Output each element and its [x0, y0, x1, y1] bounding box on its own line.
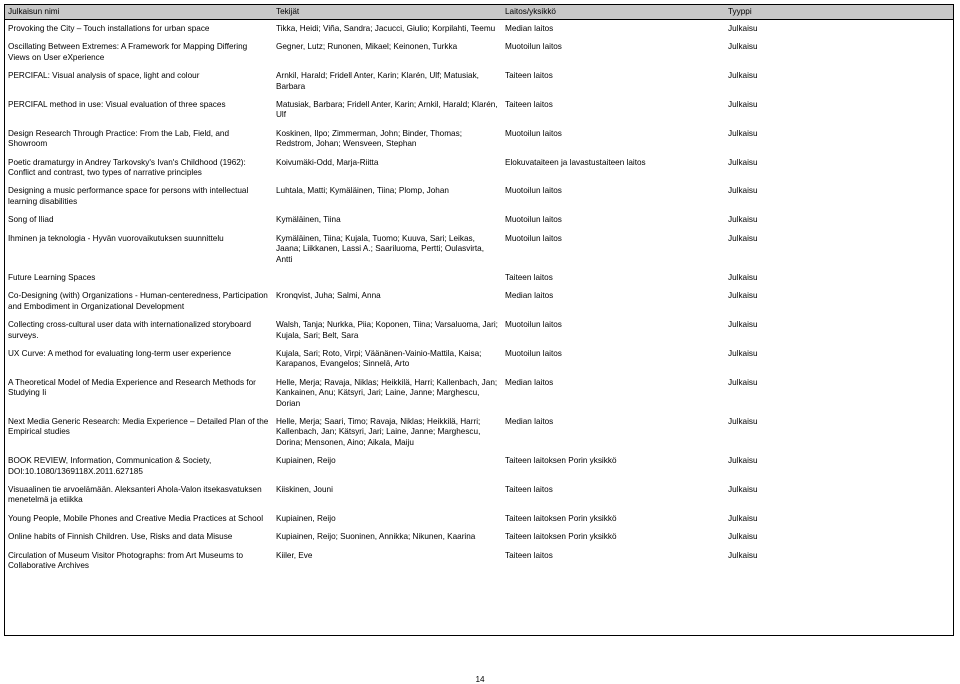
cell-type: Julkaisu — [728, 550, 758, 560]
header-title: Julkaisun nimi — [5, 5, 273, 20]
cell-type: Julkaisu — [728, 291, 758, 301]
cell-authors: Arnkil, Harald; Fridell Anter, Karin; Klarén, Ulf; Matusiak, Barbara — [276, 71, 479, 91]
cell-type: Julkaisu — [728, 157, 758, 167]
cell-title: Oscillating Between Extremes: A Framework for Mapping Differing Views on User eXperience — [8, 42, 248, 62]
table-row — [5, 211, 954, 229]
cell-title: A Theoretical Model of Media Experience and Research Methods for Studying Ii — [8, 377, 256, 398]
cell-unit: Muotoilun laitos — [505, 215, 562, 225]
cell-authors: Kronqvist, Juha; Salmi, Anna — [276, 291, 381, 301]
cell-unit: Median laitos — [505, 291, 554, 301]
cell-title: Online habits of Finnish Children. Use, Risks and data Misuse — [8, 532, 233, 542]
cell-title: Co-Designing (with) Organizations - Human-centeredness, Participation and Embodiment in Organizational Development — [8, 291, 268, 311]
cell-type: Julkaisu — [728, 100, 758, 110]
cell-authors: Kupiainen, Reijo — [276, 513, 336, 523]
table-row — [5, 481, 954, 510]
table-row — [5, 67, 954, 96]
table-row — [5, 413, 954, 452]
cell-type: Julkaisu — [728, 532, 758, 542]
cell-title: PERCIFAL: Visual analysis of space, light and colour — [8, 71, 200, 81]
cell-authors: Matusiak, Barbara; Fridell Anter, Karin; Arnkil, Harald; Klarén, Ulf — [276, 100, 498, 120]
table-row — [5, 182, 954, 211]
cell-title: Collecting cross-cultural user data with internationalized storyboard surveys. — [8, 320, 252, 340]
cell-unit: Taiteen laitos — [505, 272, 553, 282]
cell-title: Future Learning Spaces — [8, 272, 96, 282]
table-header-row — [5, 5, 954, 20]
cell-unit: Taiteen laitoksen Porin yksikkö — [505, 532, 617, 542]
cell-unit: Median laitos — [505, 24, 554, 33]
cell-type: Julkaisu — [728, 377, 758, 387]
cell-type: Julkaisu — [728, 485, 758, 494]
cell-unit: Muotoilun laitos — [505, 320, 562, 330]
cell-authors: Luhtala, Matti; Kymäläinen, Tiina; Plomp, Johan — [276, 186, 449, 196]
cell-title: BOOK REVIEW, Information, Communication & Society, DOI:10.1080/1369118X.2011.627185 — [8, 456, 212, 476]
cell-unit: Muotoilun laitos — [505, 233, 562, 243]
page-number: 14 — [475, 675, 485, 684]
cell-authors: Walsh, Tanja; Nurkka, Piia; Koponen, Tiina; Varsaluoma, Jari; Kujala, Sari; Belt, Sara — [276, 320, 498, 340]
cell-title: Provoking the City – Touch installations for urban space — [8, 24, 210, 33]
cell-unit: Taiteen laitos — [505, 100, 553, 110]
table-row — [5, 154, 954, 183]
cell-title: Circulation of Museum Visitor Photographs: from Art Museums to Collaborative Archives — [8, 550, 244, 571]
cell-unit: Median laitos — [505, 416, 554, 426]
cell-unit: Taiteen laitos — [505, 71, 553, 81]
cell-title: Designing a music performance space for persons with intellectual learning disabilities — [8, 186, 249, 206]
cell-title: Ihminen ja teknologia - Hyvän vuorovaikutuksen suunnittelu — [8, 233, 224, 243]
cell-title: Visuaalinen tie arvoelämään. Aleksanteri Ahola-Valon itsekasvatuksen menetelmä ja etiikka — [8, 485, 262, 505]
publication-table — [5, 5, 954, 575]
table-row — [5, 345, 954, 374]
cell-type: Julkaisu — [728, 42, 758, 52]
cell-title: UX Curve: A method for evaluating long-term user experience — [8, 348, 231, 358]
cell-title: Design Research Through Practice: From the Lab, Field, and Showroom — [8, 128, 230, 149]
cell-authors: Kiiskinen, Jouni — [276, 485, 333, 494]
cell-authors: Kujala, Sari; Roto, Virpi; Väänänen-Vainio-Mattila, Kaisa; Karapanos, Evangelos; Sinnelä, Arto — [276, 348, 482, 369]
cell-title: Song of Iliad — [8, 215, 54, 225]
cell-title: Next Media Generic Research: Media Experience – Detailed Plan of the Empirical studies — [8, 416, 269, 437]
header-unit: Laitos/yksikkö — [502, 5, 725, 20]
cell-type: Julkaisu — [728, 186, 758, 196]
table-row — [5, 547, 954, 576]
cell-authors: Helle, Merja; Ravaja, Niklas; Heikkilä, Harri; Kallenbach, Jan; Kankainen, Anu; Kätsyri, Jari; Laine, Janne; Marghescu, Dorian — [276, 377, 498, 408]
table-row — [5, 125, 954, 154]
cell-authors: Tikka, Heidi; Viña, Sandra; Jacucci, Giulio; Korpilahti, Teemu — [276, 24, 496, 33]
table-row — [5, 20, 954, 39]
cell-unit: Median laitos — [505, 377, 554, 387]
cell-authors: Gegner, Lutz; Runonen, Mikael; Keinonen, Turkka — [276, 42, 458, 52]
cell-unit: Muotoilun laitos — [505, 128, 562, 138]
cell-type: Julkaisu — [728, 513, 758, 523]
cell-authors: Helle, Merja; Saari, Timo; Ravaja, Niklas; Heikkilä, Harri; Kallenbach, Jan; Kätsyri, Jari; Laine, Janne; Marghescu, Dorina; Mensonen, Aino; Aikala, Maiju — [276, 416, 481, 447]
header-type: Tyyppi — [725, 5, 954, 20]
cell-unit: Taiteen laitoksen Porin yksikkö — [505, 456, 617, 466]
table-row — [5, 316, 954, 345]
cell-authors: Kymäläinen, Tiina — [276, 215, 341, 225]
cell-title: Young People, Mobile Phones and Creative Media Practices at School — [8, 513, 264, 523]
cell-type: Julkaisu — [728, 24, 758, 33]
cell-type: Julkaisu — [728, 71, 758, 81]
cell-unit: Muotoilun laitos — [505, 186, 562, 196]
cell-type: Julkaisu — [728, 416, 758, 426]
cell-unit: Muotoilun laitos — [505, 42, 562, 52]
cell-unit: Taiteen laitoksen Porin yksikkö — [505, 513, 617, 523]
cell-title: Poetic dramaturgy in Andrey Tarkovsky's Ivan's Childhood (1962): Conflict and contrast, two types of narrative principles — [8, 157, 246, 178]
table-row — [5, 38, 954, 67]
header-authors: Tekijät — [273, 5, 502, 20]
cell-authors: Kupiainen, Reijo; Suoninen, Annikka; Nikunen, Kaarina — [276, 532, 476, 542]
cell-type: Julkaisu — [728, 128, 758, 138]
cell-type: Julkaisu — [728, 215, 758, 225]
cell-type: Julkaisu — [728, 272, 758, 282]
cell-title: PERCIFAL method in use: Visual evaluation of three spaces — [8, 100, 226, 110]
cell-type: Julkaisu — [728, 233, 758, 243]
table-row — [5, 528, 954, 546]
cell-authors: Kymäläinen, Tiina; Kujala, Tuomo; Kuuva, Sari; Leikas, Jaana; Liikkanen, Lassi A.; Saariluoma, Pertti; Oulasvirta, Antti — [276, 233, 484, 264]
table-row — [5, 269, 954, 287]
table-row — [5, 96, 954, 125]
table-row — [5, 452, 954, 481]
cell-authors: Koskinen, Ilpo; Zimmerman, John; Binder, Thomas; Redstrom, Johan; Wensveen, Stephan — [276, 128, 462, 149]
cell-type: Julkaisu — [728, 348, 758, 358]
table-row — [5, 510, 954, 528]
cell-authors: Kupiainen, Reijo — [276, 456, 336, 466]
cell-authors: Kiiler, Eve — [276, 550, 313, 560]
cell-type: Julkaisu — [728, 320, 758, 330]
table-row — [5, 287, 954, 316]
cell-unit: Elokuvataiteen ja lavastustaiteen laitos — [505, 157, 646, 167]
cell-unit: Taiteen laitos — [505, 485, 553, 494]
cell-unit: Muotoilun laitos — [505, 348, 562, 358]
publication-table-frame — [4, 4, 954, 636]
table-row — [5, 374, 954, 413]
cell-authors: Koivumäki-Odd, Marja-Riitta — [276, 157, 379, 167]
cell-type: Julkaisu — [728, 456, 758, 466]
cell-unit: Taiteen laitos — [505, 550, 553, 560]
table-row — [5, 230, 954, 269]
